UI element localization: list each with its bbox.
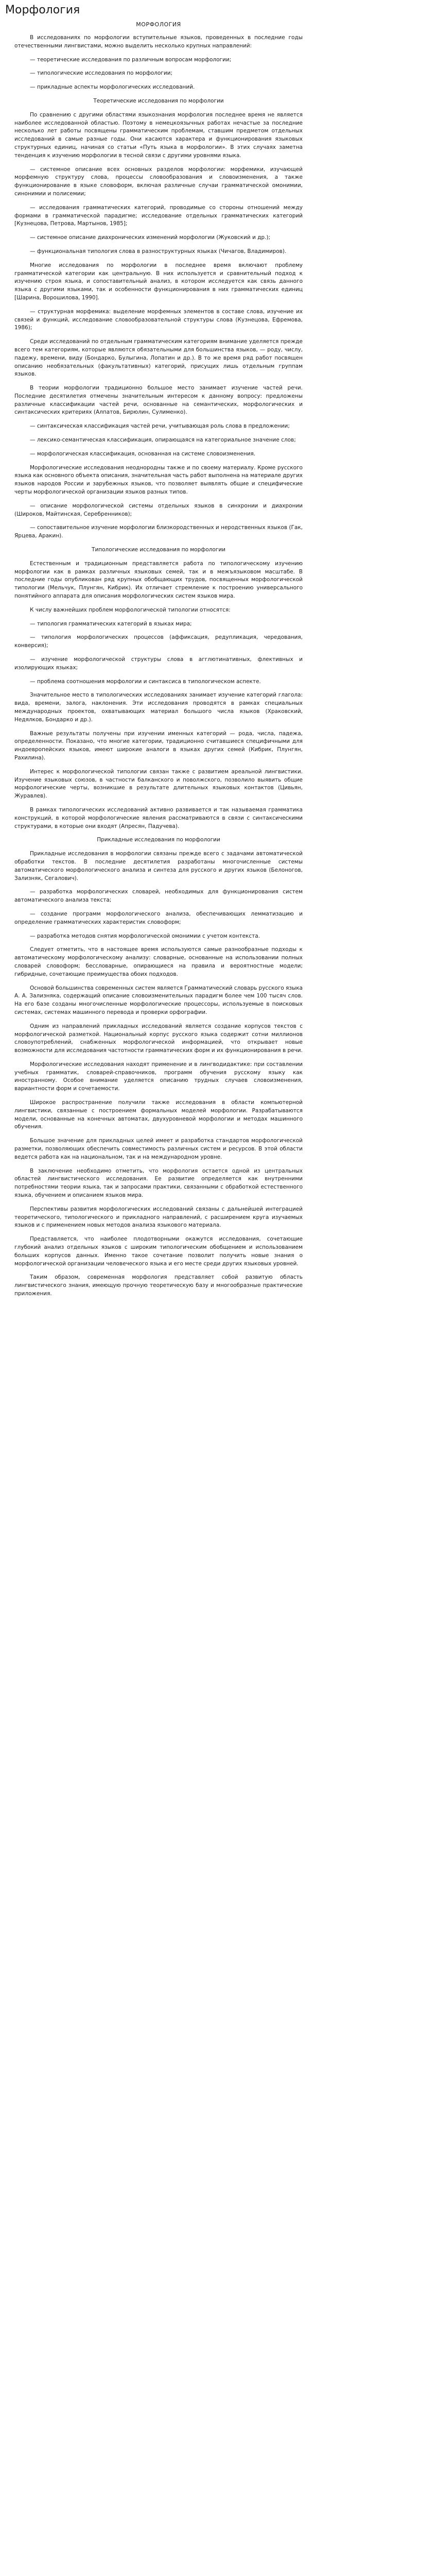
- paragraph: Типологические исследования по морфологии: [92, 547, 225, 553]
- paragraph: — типологические исследования по морфологии;: [30, 70, 173, 77]
- paragraph: — системное описание всех основных разделов морфологии: морфемики, изучающей морфемную структуру слова, процессы словообразования и словоизменения, а также функционирование в языке словоформ, включая различные случаи грамматической омонимии, синонимии и полисемии;: [14, 166, 303, 197]
- paragraph: — структурная морфемика: выделение морфемных элементов в составе слова, изучение их связей и функций, исследование словообразовательной структуры слова (Кузнецова, Ефремова, 1986);: [14, 308, 303, 331]
- paragraph: Значительное место в типологических исследованиях занимает изучение категорий глагола: вида, времени, залога, наклонения. Эти исследования проводятся в рамках специальных международных проектов, охватывающих материал большого числа языков (Храковский, Недялков, Бондарко и др.).: [14, 692, 303, 723]
- document-body: [14, 21, 303, 2576]
- paragraph: Одним из направлений прикладных исследований является создание корпусов текстов с морфологической разметкой. Национальный корпус русского языка содержит сотни миллионов словоупотреблений, снабженных морфологической информацией, что открывает новые возможности для исследования частотности грамматических форм и их функционирования в речи.: [14, 1023, 303, 1054]
- paragraph: Среди исследований по отдельным грамматическим категориям внимание уделяется прежде всего тем категориям, которые являются обязательными для большинства языков, — роду, числу, падежу, времени, виду (Бондарко, Булыгина, Лопатин и др.). В то же время ряд работ посвящен описанию необязательных (факультативных) категорий, присущих лишь отдельным группам языков.: [14, 338, 303, 378]
- paragraph: В исследованиях по морфологии вступительные языков, проведенных в последние годы отечественными лингвистами, можно выделить несколько крупных направлений:: [14, 35, 303, 49]
- paragraph: Представляется, что наиболее плодотворными окажутся исследования, сочетающие глубокий анализ отдельных языков с широким типологическим обобщением и использованием больших корпусов данных. Именно такое сочетание позволит получить новые знания о морфологической организации человеческого языка и его месте среди других языковых уровней.: [14, 1236, 303, 1267]
- paragraph: — системное описание диахронических изменений морфологии (Жуковский и др.);: [30, 234, 271, 241]
- paragraph: Широкое распространение получили также исследования в области компьютерной лингвистики, связанные с построением формальных моделей морфологии. Разрабатываются модели, основанные на конечных автоматах, двухуровневой морфологии и методах машинного обучения.: [14, 1099, 303, 1130]
- paragraph: — проблема соотношения морфологии и синтаксиса в типологическом аспекте.: [30, 678, 261, 685]
- paragraph: По сравнению с другими областями языкознания морфология последнее время не является наиболее исследованной областью. Поэтому в немецкоязычных работах нечастые за последние несколько лет работы посвящены грамматическим проблемам, ставшим предметом отдельных исследований в самые разные годы. Они касаются характера и функционирования языковых структурных единиц, начиная со статьи «Путь языка в морфологии». В этих случаях заметна тенденция к изучению морфологии в тесной связи с другими уровнями языка.: [14, 111, 303, 159]
- paragraph: — синтаксическая классификация частей речи, учитывающая роль слова в предложении;: [30, 423, 290, 430]
- paragraph: Интерес к морфологической типологии связан также с развитием ареальной лингвистики. Изучение языковых союзов, в частности балканского и поволжского, позволило выявить общие морфологические черты, возникшие в результате длительных языковых контактов (Цивьян, Журавлев).: [14, 768, 303, 800]
- paragraph: — изучение морфологической структуры слова в агглютинативных, флективных и изолирующих языках;: [14, 656, 303, 671]
- paragraph-list: [14, 34, 303, 1298]
- paragraph: Важные результаты получены при изучении именных категорий — рода, числа, падежа, определенности. Показано, что многие категории, традиционно считавшиеся специфичными для индоевропейских языков, имеют широкие аналоги в языках других семей (Кибрик, Плунгян, Рахилина).: [14, 730, 303, 761]
- paragraph: К числу важнейших проблем морфологической типологии относятся:: [30, 606, 231, 613]
- paragraph: — лексико-семантическая классификация, опирающаяся на категориальное значение слов;: [30, 437, 296, 444]
- paragraph: — сопоставительное изучение морфологии близкородственных и неродственных языков (Гак, Ярцева, Аракин).: [14, 524, 303, 539]
- paragraph: Прикладные исследования по морфологии: [97, 837, 220, 843]
- paragraph: В рамках типологических исследований активно развивается и так называемая грамматика конструкций, в которой морфологические явления рассматриваются в связи с синтаксическими структурами, в которые они входят (Апресян, Падучева).: [14, 806, 303, 829]
- paragraph: — морфологическая классификация, основанная на системе словоизменения.: [30, 450, 256, 457]
- paragraph: — типология грамматических категорий в языках мира;: [30, 620, 192, 627]
- paragraph: Прикладные исследования в морфологии связаны прежде всего с задачами автоматической обработки текстов. В последние десятилетия разработаны многочисленные системы автоматического морфологического анализа и синтеза для русского и других языков (Белоногов, Зализняк, Сегалович).: [14, 851, 303, 882]
- paragraph: — исследования грамматических категорий, проводимые со стороны отношений между формами в грамматической парадигме; исследование отдельных грамматических категорий [Кузнецова, Петрова, Мартынов, 1985];: [14, 204, 303, 227]
- paragraph: Морфологические исследования находят применение и в лингводидактике: при составлении учебных грамматик, словарей-справочников, программ обучения русскому языку как иностранному. Особое внимание уделяется описанию трудных случаев словоизменения, вариантности форм и сочетаемости.: [14, 1061, 303, 1092]
- section-heading: МОРФОЛОГИЯ: [136, 21, 181, 28]
- paragraph: Теоретические исследования по морфологии: [93, 97, 224, 104]
- paragraph: — теоретические исследования по различным вопросам морфологии;: [30, 56, 232, 63]
- paragraph: Перспективы развития морфологических исследований связаны с дальнейшей интеграцией теоретического, типологического и прикладного направлений, с расширением круга изучаемых языков и с применением новых методов анализа языкового материала.: [14, 1206, 303, 1229]
- paragraph: — прикладные аспекты морфологических исследований.: [30, 84, 195, 91]
- paragraph: — разработка морфологических словарей, необходимых для функционирования систем автоматического анализа текста;: [14, 889, 303, 904]
- paragraph: Основой большинства современных систем является Грамматический словарь русского языка А. А. Зализняка, содержащий описание словоизменительных парадигм более чем 100 тысяч слов. На его базе созданы многочисленные морфологические процессоры, используемые в поисковых системах, системах машинного перевода и проверки орфографии.: [14, 985, 303, 1015]
- paragraph: В теории морфологии традиционно большое место занимает изучение частей речи. Последние десятилетия отмечены значительным интересом к данному вопросу: предложены различные классификации частей речи, основанные на семантических, морфологических и синтаксических критериях (Алпатов, Бирюлин, Сулименко).: [14, 385, 303, 416]
- paragraph: Большое значение для прикладных целей имеет и разработка стандартов морфологической разметки, позволяющих обеспечить совместимость различных систем и ресурсов. В этой области ведется работа как на национальном, так и на международном уровне.: [14, 1138, 303, 1160]
- paragraph: — типология морфологических процессов (аффиксация, редупликация, чередования, конверсия);: [14, 634, 303, 649]
- paragraph: — описание морфологической системы отдельных языков в синхронии и диахронии (Широков, Майтинская, Серебренников);: [14, 502, 303, 517]
- paragraph: Таким образом, современная морфология представляет собой развитую область лингвистического знания, имеющую прочную теоретическую базу и многообразные практические приложения.: [14, 1274, 303, 1297]
- paragraph: — разработка методов снятия морфологической омонимии с учетом контекста.: [30, 933, 260, 939]
- paragraph: — функциональная типология слова в разноструктурных языках (Чичагов, Владимиров).: [30, 248, 287, 255]
- paragraph: — создание программ морфологического анализа, обеспечивающих лемматизацию и определение грамматических характеристик словоформ;: [14, 910, 303, 925]
- page-title: Морфология: [5, 4, 80, 16]
- paragraph: Многие исследования по морфологии в последнее время включают проблему грамматической категории как центральную. В них используется и сравнительный подход к изучению строя языка, и сопоставительный анализ, в котором исследуется как связь данного языка с другими языками, так и особенности функционирования в них грамматических единиц [Шарина, Ворошилова, 1990].: [14, 262, 303, 301]
- paragraph: В заключение необходимо отметить, что морфология остается одной из центральных областей лингвистического исследования. Ее развитие определяется как внутренними потребностями теории языка, так и запросами практики, связанными с обработкой естественного языка, обучением и описанием языков мира.: [14, 1167, 303, 1199]
- paragraph: Естественным и традиционным представляется работа по типологическому изучению морфологии как в рамках различных языковых семей, так и в межъязыковом масштабе. В последние годы опубликован ряд крупных обобщающих трудов, посвященных морфологической типологии (Мельчук, Плунгян, Кибрик). Их отличает стремление к построению универсального понятийного аппарата для описания морфологических систем языков мира.: [14, 560, 303, 600]
- paragraph: Следует отметить, что в настоящее время используются самые разнообразные подходы к автоматическому морфологическому анализу: словарные, основанные на использовании полных словарей словоформ; бессловарные, опирающиеся на правила и вероятностные модели; гибридные, сочетающие преимущества обоих подходов.: [14, 946, 303, 977]
- paragraph: Морфологические исследования неоднородны также и по своему материалу. Кроме русского языка как основного объекта описания, значительная часть работ выполнена на материале других языков народов России и зарубежных языков, что позволяет выявлять общие и специфические черты морфологической организации языков разных типов.: [14, 464, 303, 496]
